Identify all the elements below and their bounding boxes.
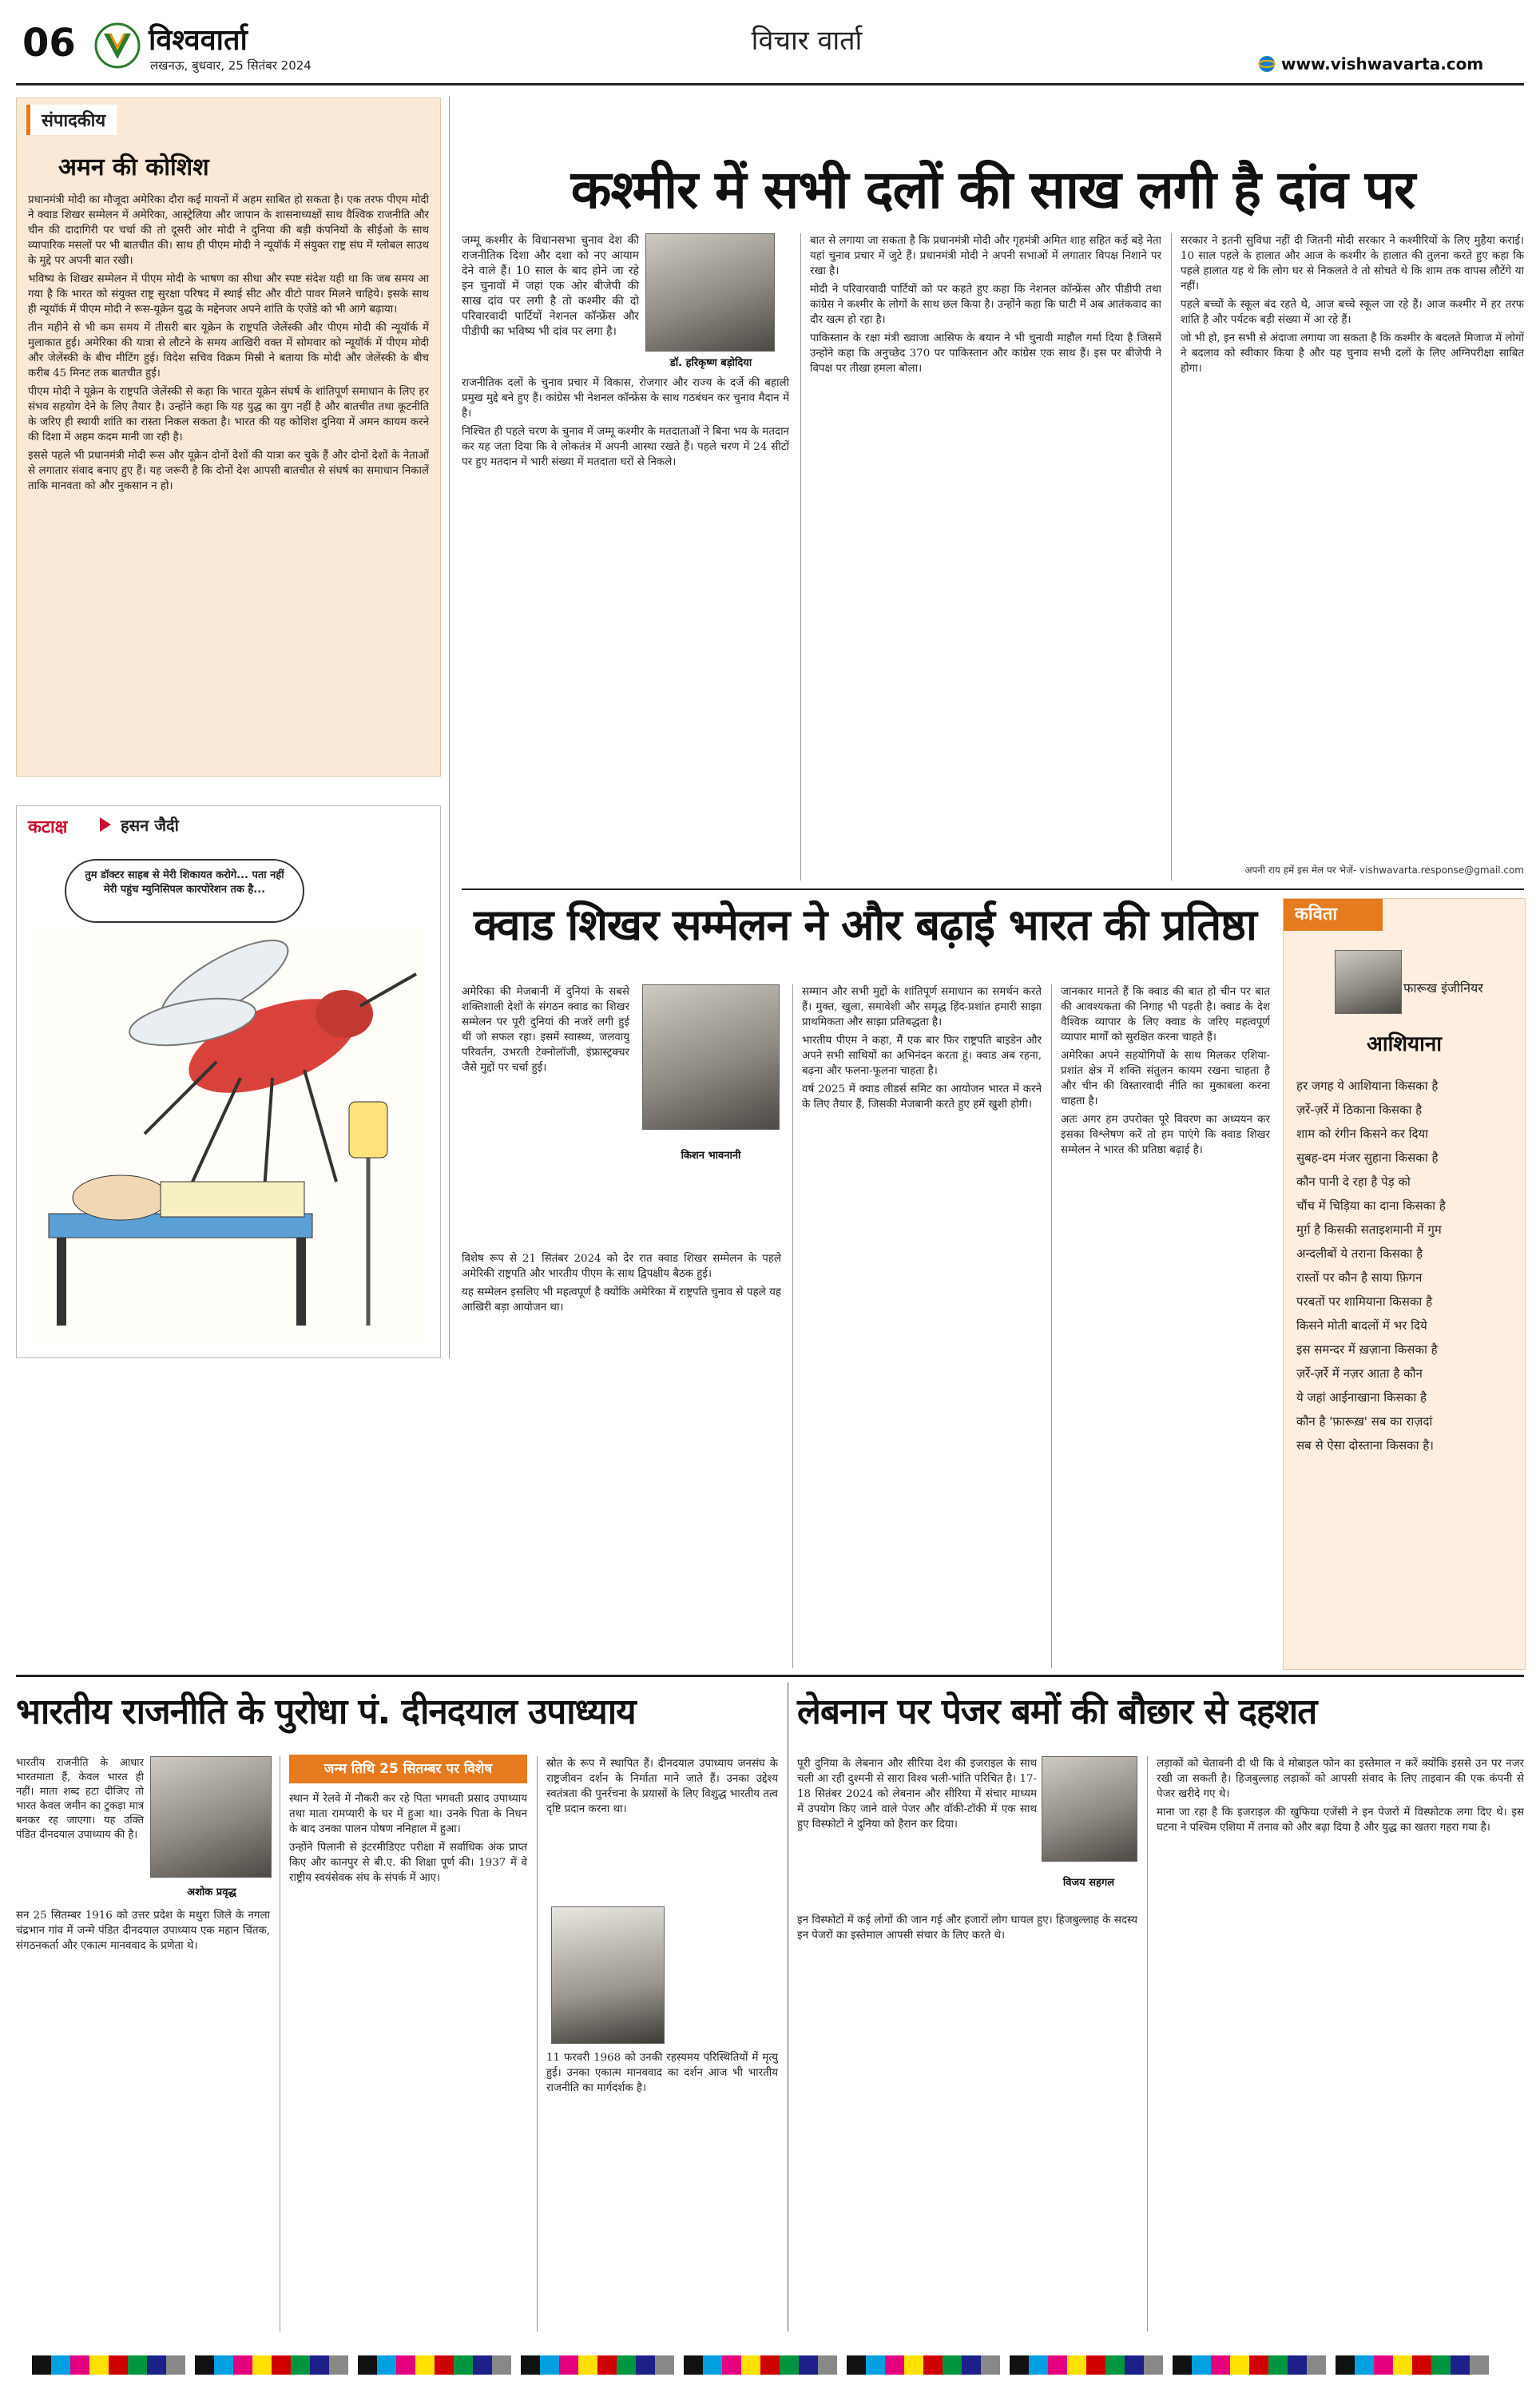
poem-line: कौन पानी दे रहा है पेड़ को (1296, 1175, 1411, 1189)
color-swatch (214, 2355, 233, 2375)
color-swatch (866, 2355, 885, 2375)
color-swatches (32, 2355, 1508, 2375)
color-swatch (885, 2355, 904, 2375)
color-swatch (1451, 2355, 1470, 2375)
color-swatch (636, 2355, 655, 2375)
kashmir-column-1 (462, 233, 639, 337)
quad-paragraph: अतः अगर हम उपरोक्त पूरे विवरण का अध्ययन कर इसका विश्लेषण करें तो हम पाएंगे कि क्वाड शिखर सम्मेलन ने भारत की प्रतिष्ठा बढ़ाई है। (1061, 1114, 1270, 1156)
masthead (0, 0, 1540, 88)
swatch-gap (1489, 2355, 1498, 2375)
poem-line: ये जहां आईनाखाना किसका है (1296, 1390, 1427, 1405)
lebanon-column-1b (797, 1913, 1137, 2331)
cartoon-artist: हसन जैदी (121, 816, 179, 835)
color-swatch (1355, 2355, 1374, 2375)
poem-line: ज़र्रे-ज़र्रे में ठिकाना किसका है (1296, 1103, 1423, 1117)
editorial-box (16, 97, 441, 777)
color-swatch (722, 2355, 741, 2375)
lebanon-column-1a (797, 1756, 1037, 1908)
color-swatch (1192, 2355, 1211, 2375)
color-swatch (847, 2355, 866, 2375)
color-swatch (1431, 2355, 1451, 2375)
color-swatch (291, 2355, 310, 2375)
column-divider (800, 233, 801, 880)
color-swatch (1173, 2355, 1192, 2375)
quad-column-1b (462, 1251, 781, 1667)
poem-line: ज़र्रे-ज़र्रे में नज़र आता है कौन (1296, 1366, 1423, 1381)
cartoon-illustration (33, 926, 424, 1342)
color-swatch (962, 2355, 981, 2375)
poem-line: मुर्ग़ है किसकी सताइशमानी में गुम (1296, 1222, 1442, 1237)
color-swatch (454, 2355, 473, 2375)
place-date: लखनऊ, बुधवार, 25 सितंबर 2024 (150, 58, 312, 73)
color-swatch (109, 2355, 128, 2375)
lebanon-paragraph: पूरी दुनिया के लेबनान और सीरिया देश की इजराइल के साथ चली आ रही दुश्मनी से सारा विश्व भली-भांति परिचित है। 17-18 सितंबर 2024 को लेबनान और सीरिया में संचार माध्यम में उपयोग किए जाने वाले पेजर और वॉकी-टॉकी में एक साथ हुए विस्फोटों ने दुनिया को हैरान कर दिया। (797, 1758, 1037, 1831)
color-swatch (51, 2355, 70, 2375)
editorial-paragraph: प्रधानमंत्री मोदी का मौजूदा अमेरिका दौरा कई मायनों में अहम साबित हो सकता है। एक तरफ पीएम मोदी ने क्वाड शिखर सम्मेलन में अमेरिका, आस्ट्रेलिया और जापान के शासनाध्यक्षों साथ वैश्विक राजनीति और चीन की दादागिरी पर चर्चा की तो दूसरी ओर मोदी ने दुनिया की बड़ी कंपनियों के सीईओ के साथ व्यापारिक मसलों पर भी बातचीत की। साथ ही पीएम मोदी ने न्यूयॉर्क में संयुक्त राष्ट्र संघ में ग्लोबल साउथ के मुद्दे पर अपनी बात रखी। (28, 194, 429, 267)
deendayal-paragraph: 11 फरवरी 1968 को उनकी रहस्यमय परिस्थितियों में मृत्यु हुई। उनका एकात्म मानववाद का दर्शन आज भी भारतीय राजनीति का मार्गदर्शक है। (546, 2052, 778, 2094)
deendayal-author-photo (150, 1756, 272, 1878)
poet-photo (1335, 950, 1402, 1014)
lebanon-headline: लेबनान पर पेजर बमों की बौछार से दहशत (797, 1691, 1317, 1732)
poem-line: सब से ऐसा दोस्ताना किसका है। (1296, 1438, 1434, 1453)
color-swatch (195, 2355, 214, 2375)
color-swatch (1144, 2355, 1163, 2375)
poet-name: फारूख इंजीनियर (1403, 980, 1483, 996)
color-swatch (684, 2355, 703, 2375)
color-swatch (655, 2355, 674, 2375)
kashmir-paragraph: पहले बच्चों के स्कूल बंद रहते थे, आज बच्चे स्कूल जा रहे हैं। आज कश्मीर में हर तरफ शांति है और पर्यटक बड़ी संख्या में आ रहे हैं। (1181, 299, 1524, 326)
color-swatch (578, 2355, 597, 2375)
column-divider (1147, 1756, 1148, 2331)
color-swatch (233, 2355, 252, 2375)
swatch-gap (1163, 2355, 1173, 2375)
color-swatch (1067, 2355, 1086, 2375)
color-swatch (1086, 2355, 1105, 2375)
color-swatch (1211, 2355, 1230, 2375)
color-swatch (377, 2355, 396, 2375)
deendayal-paragraph: उन्होंने पिलानी से इंटरमीडिएट परीक्षा में सर्वाधिक अंक प्राप्त किए और कानपुर से बी.ए. की शिक्षा पूर्ण की। 1937 में वे राष्ट्रीय स्वयंसेवक संघ के संपर्क में आए। (289, 1842, 527, 1884)
arrow-icon (97, 816, 114, 833)
color-swatch (1048, 2355, 1067, 2375)
deendayal-paragraph: भारतीय राजनीति के आधार भारतमाता हैं, केवल भारत ही नहीं। माता शब्द हटा दीजिए तो भारत केवल जमीन का टुकड़ा मात्र बनकर रह जाएगा। यह उक्ति पंडित दीनदयाल उपाध्याय की है। (16, 1757, 144, 1841)
color-swatch (1268, 2355, 1288, 2375)
color-swatch (473, 2355, 492, 2375)
column-divider (1171, 233, 1172, 880)
color-swatch (703, 2355, 722, 2375)
column-divider (449, 96, 450, 1358)
lebanon-paragraph: माना जा रहा है कि इजराइल की खुफिया एजेंसी ने इन पेजरों में विस्फोटक लगा दिए थे। इस घटना ने पश्चिम एशिया में तनाव को और बढ़ा दिया है और युद्ध का खतरा गहरा गया है। (1157, 1807, 1524, 1834)
quad-paragraph: वर्ष 2025 में क्वाड लीडर्स समिट का आयोजन भारत में करने के लिए तैयार हैं, जिसकी मेजबानी करते हुए हमें खुशी होगी। (802, 1083, 1042, 1111)
color-swatch (559, 2355, 578, 2375)
quad-headline: क्वाड शिखर सम्मेलन ने और बढ़ाई भारत की प्रतिष्ठा (474, 900, 1256, 950)
poem-line: सुबह-दम मंजर सुहाना किसका है (1296, 1151, 1439, 1165)
deendayal-column-3a (546, 1756, 778, 1900)
color-swatch (1029, 2355, 1048, 2375)
kashmir-headline: कश्मीर में सभी दलों की साख लगी है दांव पर (570, 159, 1415, 221)
deendayal-paragraph: स्रोत के रूप में स्थापित हैं। दीनदयाल उपाध्याय जनसंघ के राष्ट्रजीवन दर्शन के निर्माता माने जाते हैं। उनका उद्देश्य स्वतंत्रता की पुनर्रचना के प्रयासों के लिए विशुद्ध भारतीय तत्व दृष्टि प्रदान करना था। (546, 1758, 778, 1815)
poem-line: हर जगह ये आशियाना किसका है (1296, 1079, 1439, 1093)
color-swatch (799, 2355, 818, 2375)
lebanon-author-photo (1042, 1756, 1137, 1862)
color-swatch (252, 2355, 272, 2375)
kashmir-author-name: डॉ. हरिकृष्ण बड़ोदिया (669, 357, 752, 369)
swatch-gap (1000, 2355, 1010, 2375)
registration-bar (32, 2355, 1508, 2379)
color-swatch (1393, 2355, 1412, 2375)
kashmir-column-2 (810, 233, 1161, 882)
quad-paragraph: जानकार मानते हैं कि क्वाड की बात हो चीन पर बात की आवश्यकता की निगाह भी पड़ती है। क्वाड के देश वैश्विक व्यापार के लिए क्वाड के जरिए महत्वपूर्ण व्यापार मार्गों को सुरक्षित करना चाहते हैं। (1061, 986, 1270, 1043)
kashmir-paragraph: मोदी ने परिवारवादी पार्टियों को पर कहते हुए कहा कि नेशनल कॉन्फ्रेंस और पीडीपी तथा कांग्रेस ने कश्मीर के लोगों के साथ छल किया है। उन्होंने कहा कि घाटी में अब आतंकवाद का दौर खत्म हो रहा है। (810, 284, 1161, 326)
color-swatch (1336, 2355, 1355, 2375)
color-swatch (310, 2355, 329, 2375)
quad-author-photo (642, 984, 780, 1130)
color-swatch (617, 2355, 636, 2375)
column-divider (537, 1756, 538, 2331)
color-swatch (1125, 2355, 1144, 2375)
poem-line: किसने मोती बादलों में भर दिये (1296, 1318, 1427, 1333)
quad-column-3 (1061, 984, 1270, 1668)
kashmir-column-1b (462, 376, 789, 887)
color-swatch (415, 2355, 435, 2375)
color-swatch (521, 2355, 540, 2375)
cartoon-label: कटाक्ष (28, 817, 68, 837)
lebanon-column-2 (1157, 1756, 1524, 2331)
swatch-gap (1326, 2355, 1336, 2375)
deendayal-author-name: अशोक प्रवृद्ध (187, 1886, 236, 1898)
kashmir-paragraph: जो भी हो, इन सभी से अंदाजा लगाया जा सकता है कि कश्मीर के बदलते मिजाज में लोगों ने बदलाव को स्वीकार किया है और यह चुनाव सभी दलों के लिए अग्निपरीक्षा साबित होगा। (1181, 332, 1524, 375)
color-swatch (32, 2355, 51, 2375)
deendayal-paragraph: सन 25 सितम्बर 1916 को उत्तर प्रदेश के मथुरा जिले के नगला चंद्रभान गांव में जन्मे पंडित दीनदयाल उपाध्याय एक महान चिंतक, संगठनकर्ता और एकात्म मानववाद के प्रणेता थे। (16, 1910, 270, 1952)
kashmir-paragraph: राजनीतिक दलों के चुनाव प्रचार में विकास, रोजगार और राज्य के दर्जे की बहाली प्रमुख मुद्दे बने हुए हैं। कांग्रेस भी नेशनल कॉन्फ्रेंस के साथ गठबंधन कर चुनाव मैदान में है। (462, 377, 789, 419)
response-email[interactable]: अपनी राय हमें इस मेल पर भेजें- vishwavarta.response@gmail.com (1244, 865, 1524, 876)
globe-icon (1257, 54, 1276, 74)
quad-paragraph: अमेरिका अपने सहयोगियों के साथ मिलकर एशिया-प्रशांत क्षेत्र में शक्ति संतुलन कायम रखना चाहता है और चीन की विस्तारवादी नीति का मुकाबला करना चाहता है। (1061, 1050, 1270, 1107)
color-swatch (166, 2355, 185, 2375)
speech-bubble (65, 859, 304, 923)
swatch-gap (185, 2355, 195, 2375)
editorial-body (28, 193, 429, 768)
deendayal-column-1a (16, 1756, 144, 1900)
quad-column-1a (462, 984, 629, 1248)
section-title: विचार वार्ता (751, 25, 863, 57)
poem-line: कौन है 'फ़ारूख़' सब का राज़दां (1296, 1414, 1433, 1429)
quad-column-2 (802, 984, 1042, 1668)
kashmir-paragraph: बात से लगाया जा सकता है कि प्रधानमंत्री मोदी और गृहमंत्री अमित शाह सहित कई बड़े नेता यहां चुनाव प्रचार में जुटे हैं। प्रधानमंत्री मोदी ने अपनी सभाओं में लगातार विपक्ष निशाने पर रखा है। (810, 235, 1161, 277)
section-rule (462, 888, 1524, 890)
color-swatch (435, 2355, 454, 2375)
color-swatch (760, 2355, 780, 2375)
poem-box (1283, 898, 1526, 1670)
color-swatch (943, 2355, 962, 2375)
color-swatch (1470, 2355, 1489, 2375)
editorial-paragraph: इससे पहले भी प्रधानमंत्री मोदी रूस और यूक्रेन दोनों देशों की यात्रा कर चुके हैं और दोनों देशों के नेताओं से लगातार संवाद बनाए हुए हैं। यह जरूरी है कि दोनों देश आपसी बातचीत से संघर्ष का समाधान निकालें ताकि मानवता को और नुकसान न हो। (28, 450, 429, 492)
color-swatch (396, 2355, 415, 2375)
poem-line: इस समन्दर में ख़ज़ाना किसका है (1296, 1342, 1438, 1357)
color-swatch (1230, 2355, 1249, 2375)
lebanon-author-name: विजय सहगल (1062, 1877, 1115, 1889)
color-swatch (981, 2355, 1000, 2375)
quad-paragraph: सम्मान और सभी मुद्दों के शांतिपूर्ण समाधान का समर्थन करते हैं। मुक्त, खुला, समावेशी और समृद्ध हिंद-प्रशांत हमारी साझा प्राथमिकता और साझा प्रतिबद्धता है। (802, 986, 1042, 1028)
lebanon-paragraph: लड़ाकों को चेतावनी दी थी कि वे मोबाइल फोन का इस्तेमाल न करें क्योंकि इससे उन पर नजर रखी जा सकती है। हिजबुल्लाह लड़ाकों को आपसी संवाद के लिए ताइवान की एक कंपनी से पेजर खरीदे गए थे। (1157, 1758, 1524, 1800)
quad-paragraph: विशेष रूप से 21 सितंबर 2024 को देर रात क्वाड शिखर सम्मेलन के पहले अमेरिकी राष्ट्रपति और भारतीय पीएम के साथ द्विपक्षीय बैठक हुई। (462, 1253, 781, 1280)
poem-line: परबतों पर शामियाना किसका है (1296, 1294, 1433, 1309)
color-swatch (70, 2355, 89, 2375)
kashmir-paragraph: जम्मू कश्मीर के विधानसभा चुनाव देश की राजनीतिक दिशा और दशा को नए आयाम देने वाले हैं। 10 साल के बाद होने जा रहे इन चुनावों में जहां एक ओर बीजेपी की साख दांव पर लगी है तो कश्मीर की दो परिवारवादी पार्टियों नेशनल कॉन्फ्रेंस और पीडीपी का भविष्य भी दांव पर लगा है। (462, 234, 639, 337)
color-swatch (1307, 2355, 1326, 2375)
deendayal-paragraph: स्थान में रेलवे में नौकरी कर रहे पिता भगवती प्रसाद उपाध्याय तथा माता रामप्यारी के घर में हुआ था। उनके पिता के निधन के बाद उनका पालन पोषण ननिहाल में हुआ। (289, 1793, 527, 1835)
editorial-paragraph: भविष्य के शिखर सम्मेलन में पीएम मोदी के भाषण का सीधा और स्पष्ट संदेश यही था कि जब समय आ गया है कि भारत को संयुक्त राष्ट्र सुरक्षा परिषद में स्थाई सीट और वीटो पावर मिलने चाहिये। इसके साथ ही न्यूयॉर्क में पीएम मोदी ने रूस-यूक्रेन युद्ध के मद्देनजर अपने शांति के एजेंडे को भी आगे बढ़ाया। (28, 273, 429, 316)
quad-author-name: किशन भावनानी (681, 1150, 741, 1162)
deendayal-column-2 (289, 1791, 527, 2331)
editorial-paragraph: तीन महीने से भी कम समय में तीसरी बार यूक्रेन के राष्ट्रपति जेलेंस्की और पीएम मोदी की न्यूयॉर्क में मुलाकात हुई। अमेरिका की यात्रा से लौटने के समय आखिरी वक्त में सोमवार को न्यूयॉर्क में पीएम मोदी और जेलेंस्की के बीच मीटिंग हुई। विदेश सचिव विक्रम मिस्री ने बताया कि मोदी और जेलेंस्की के बीच करीब 45 मिनट तक बातचीत हुई। (28, 322, 429, 380)
quad-paragraph: यह सम्मेलन इसलिए भी महत्वपूर्ण है क्योंकि अमेरिका में राष्ट्रपति चुनाव से पहले यह आखिरी बड़ा आयोजन था। (462, 1286, 781, 1314)
editorial-paragraph: पीएम मोदी ने यूक्रेन के राष्ट्रपति जेलेंस्की से कहा कि भारत यूक्रेन संघर्ष के शांतिपूर्ण समाधान के लिए हर संभव सहयोग देने के लिए तैयार है। उन्होंने कहा कि यह युद्ध का युग नहीं है और बातचीत तथा कूटनीति के जरिए ही स्थायी शांति का रास्ता निकल सकता है। भारत की यह कोशिश दुनिया में अमन कायम करने की दिशा में अहम कदम मानी जा रही है। (28, 386, 429, 443)
color-swatch (923, 2355, 943, 2375)
editorial-title: अमन की कोशिश (58, 153, 209, 181)
cartoon-box (16, 805, 441, 1358)
color-swatch (358, 2355, 377, 2375)
quad-paragraph: भारतीय पीएम ने कहा, मैं एक बार फिर राष्ट्रपति बाइडेन और अपने सभी साथियों का अभिनंदन करता हूं। क्वाड अब रहना, बढ़ना और फलना-फूलना चाहता है। (802, 1035, 1042, 1077)
quad-paragraph: अमेरिका की मेजबानी में दुनियां के सबसे शक्तिशाली देशों के संगठन क्वाड का शिखर सम्मेलन पर पूरी दुनियां की नजरें लगी हुई थीं जो सफल रहा। इसमें स्वास्थ्य, जलवायु परिवर्तन, उभरती टेक्नोलॉजी, इंफ्रास्ट्रक्चर जैसे मुद्दों पर चर्चा हुई। (462, 986, 629, 1074)
color-swatch (272, 2355, 291, 2375)
color-swatch (1105, 2355, 1125, 2375)
color-swatch (329, 2355, 348, 2375)
color-swatch (597, 2355, 617, 2375)
brand-name: विश्ववार्ता (149, 24, 248, 57)
poem-line: अन्दलीबों ये तराना किसका है (1296, 1246, 1423, 1261)
color-swatch (1412, 2355, 1431, 2375)
column-divider (1051, 984, 1052, 1668)
color-swatch (741, 2355, 760, 2375)
deendayal-headline: भारतीय राजनीति के पुरोधा पं. दीनदयाल उपाध्याय (16, 1691, 636, 1732)
color-swatch (147, 2355, 166, 2375)
color-swatch (1374, 2355, 1393, 2375)
poem-title: आशियाना (1367, 1032, 1442, 1056)
swatch-gap (674, 2355, 684, 2375)
color-swatch (540, 2355, 559, 2375)
swatch-gap (348, 2355, 358, 2375)
poem-line: चौंच में चिड़िया का दाना किसका है (1296, 1199, 1446, 1213)
kashmir-author-photo (645, 233, 775, 352)
section-rule (16, 1675, 1524, 1677)
editorial-label: संपादकीय (26, 105, 117, 135)
color-swatch (492, 2355, 511, 2375)
color-swatch (904, 2355, 923, 2375)
brand-logo (94, 22, 141, 69)
masthead-rule (16, 83, 1524, 85)
deendayal-portrait (551, 1906, 665, 2044)
color-swatch (1010, 2355, 1029, 2375)
poem-line: रास्तों पर कौन है साया फ़िगन (1296, 1270, 1423, 1285)
kashmir-column-3 (1181, 233, 1524, 857)
poem-line: शाम को रंगीन किसने कर दिया (1296, 1127, 1429, 1141)
color-swatch (1288, 2355, 1307, 2375)
color-swatch (780, 2355, 799, 2375)
lebanon-paragraph: इन विस्फोटों में कई लोगों की जान गई और हजारों लोग घायल हुए। हिजबुल्लाह के सदस्य इन पेजरों का इस्तेमाल आपसी संचार के लिए करते थे। (797, 1914, 1137, 1942)
poem-lines (1296, 1076, 1520, 1460)
color-swatch (89, 2355, 109, 2375)
speech-text: तुम डॉक्टर साहब से मेरी शिकायत करोगे... पता नहीं मेरी पहुंच म्युनिसिपल कारपोरेशन तक है... (85, 869, 284, 896)
swatch-gap (837, 2355, 847, 2375)
deendayal-banner: जन्म तिथि 25 सितम्बर पर विशेष (289, 1755, 527, 1783)
deendayal-column-1b (16, 1908, 270, 2331)
page-number: 06 (22, 21, 76, 66)
kashmir-paragraph: निश्चित ही पहले चरण के चुनाव में जम्मू कश्मीर के मतदाताओं ने बिना भय के मतदान कर यह जता दिया कि वे लोकतंत्र में अपनी आस्था रखते हैं। पहले चरण में 24 सीटों पर हुए मतदान में भारी संख्या में मतदाता घरों से निकले। (462, 426, 789, 468)
swatch-gap (511, 2355, 521, 2375)
color-swatch (128, 2355, 147, 2375)
deendayal-column-3b (546, 2050, 778, 2331)
color-swatch (1249, 2355, 1268, 2375)
color-swatch (818, 2355, 837, 2375)
column-divider (792, 984, 793, 1668)
kashmir-paragraph: सरकार ने इतनी सुविधा नहीं दी जितनी मोदी सरकार ने कश्मीरियों के लिए मुहैया कराई। 10 साल पहले के हालात और आज के कश्मीर के हालात की तुलना करते हुए कहा कि पहले हालात यह थे कि लोग घर से निकलते वे तो सोचते थे कि शाम तक वापस लौटेंगे या नहीं। (1181, 235, 1524, 292)
website-link[interactable]: www.vishwavarta.com (1281, 54, 1484, 74)
kashmir-paragraph: पाकिस्तान के रक्षा मंत्री ख्वाजा आसिफ के बयान ने भी चुनावी माहौल गर्मा दिया है जिसमें उन्होंने कहा कि अनुच्छेद 370 पर पाकिस्तान और कांग्रेस एक साथ हैं। इस पर बीजेपी ने विपक्ष पर तीखा हमला बोला। (810, 332, 1161, 375)
poem-label: कविता (1284, 899, 1383, 931)
